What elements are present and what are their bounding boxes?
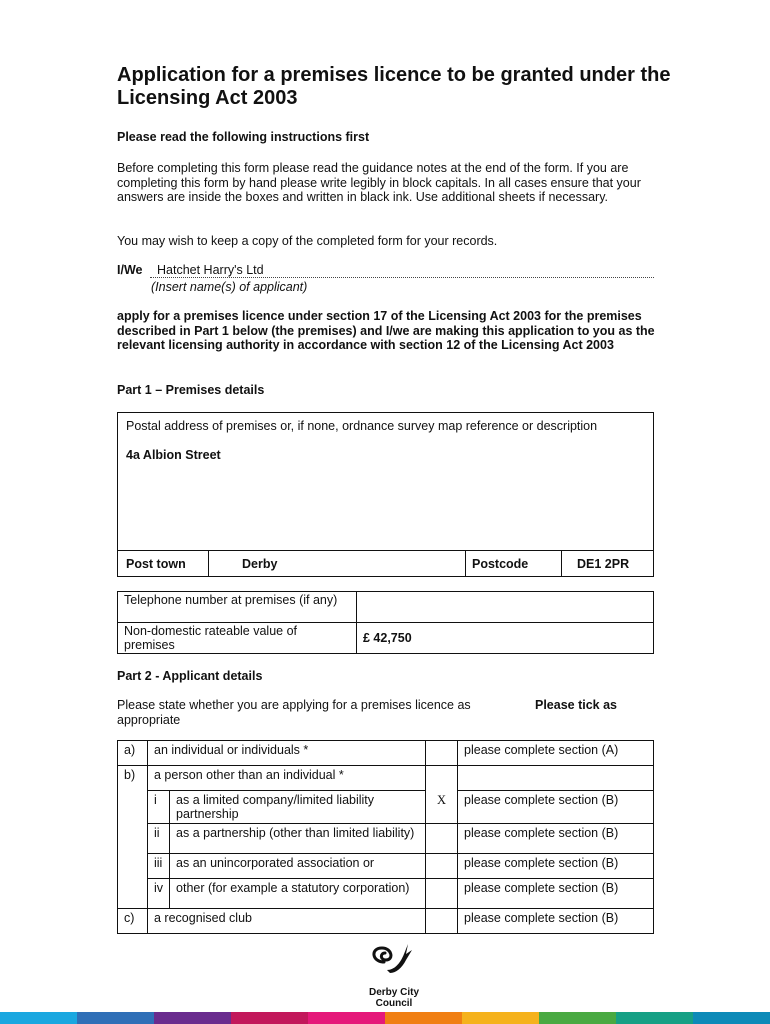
row-bi-tick[interactable]: X — [426, 791, 458, 824]
council-name: Derby City Council — [368, 987, 419, 1009]
row-b-tick-empty — [426, 766, 458, 791]
applicant-type-question — [117, 698, 507, 728]
row-biii-tick[interactable] — [426, 854, 458, 879]
row-a-action: please complete section (A) — [458, 741, 654, 766]
post-town-label: Post town — [118, 551, 209, 577]
row-bii-text: as a partnership (other than limited liability) — [170, 824, 426, 854]
page-title: Application for a premises licence to be granted under the Licensing Act 2003 — [117, 64, 671, 109]
telephone-field[interactable] — [357, 592, 654, 623]
row-a-text: an individual or individuals * — [148, 741, 426, 766]
stripe-segment — [77, 1012, 154, 1024]
row-c-letter: c) — [118, 909, 148, 934]
premises-info-table — [117, 591, 654, 654]
row-biv-text: other (for example a statutory corporation) — [170, 879, 426, 909]
row-bii-tick[interactable] — [426, 824, 458, 854]
postcode-field[interactable]: DE1 2PR — [577, 557, 630, 571]
part1-heading: Part 1 – Premises details — [117, 383, 265, 397]
applicant-note: (Insert name(s) of applicant) — [151, 280, 308, 294]
premises-address-field[interactable]: 4a Albion Street — [126, 448, 221, 462]
stripe-segment — [616, 1012, 693, 1024]
row-a-tick[interactable] — [426, 741, 458, 766]
post-town-field[interactable]: Derby — [209, 551, 466, 577]
row-b-letter: b) — [118, 766, 148, 791]
postcode-label: Postcode — [466, 551, 562, 577]
row-biv-num: iv — [148, 879, 170, 909]
postal-address-label: Postal address of premises or, if none, ordnance survey map reference or description — [126, 419, 598, 433]
row-bi-action: please complete section (B) — [458, 791, 654, 824]
post-town-row — [118, 550, 653, 577]
row-biii-action: please complete section (B) — [458, 854, 654, 879]
question-text: Please state whether you are applying for a premises licence as appropriate — [117, 698, 471, 727]
council-logo — [354, 940, 434, 1009]
row-bi-text: as a limited company/limited liability partnership — [170, 791, 426, 824]
records-note: You may wish to keep a copy of the completed form for your records. — [117, 234, 498, 248]
row-c-tick[interactable] — [426, 909, 458, 934]
footer-color-stripe — [0, 1012, 770, 1024]
instructions-paragraph: Before completing this form please read the guidance notes at the end of the form. If you are completing this form by hand please write legibly in block capitals. In all cases ensure that your answers are inside the boxes and written in black ink. Use additional sheets if necessary. — [117, 161, 641, 204]
row-bi-num: i — [148, 791, 170, 824]
applicant-name-field[interactable]: Hatchet Harry's Ltd — [157, 263, 264, 277]
ram-icon — [354, 940, 434, 980]
applicant-underline — [150, 277, 654, 278]
rateable-value-label: Non-domestic rateable value of premises — [118, 623, 357, 654]
row-c-action: please complete section (B) — [458, 909, 654, 934]
stripe-segment — [154, 1012, 231, 1024]
row-biv-action: please complete section (B) — [458, 879, 654, 909]
stripe-segment — [308, 1012, 385, 1024]
instructions-heading: Please read the following instructions first — [117, 130, 370, 144]
row-b-action-empty — [458, 766, 654, 791]
row-bii-num: ii — [148, 824, 170, 854]
applicant-type-table — [117, 740, 654, 934]
rateable-value-field[interactable]: £ 42,750 — [357, 623, 654, 654]
part2-heading: Part 2 - Applicant details — [117, 669, 263, 683]
stripe-segment — [693, 1012, 770, 1024]
row-biii-spacer — [118, 854, 148, 879]
applicant-label: I/We — [117, 263, 143, 277]
stripe-segment — [231, 1012, 308, 1024]
row-a-letter: a) — [118, 741, 148, 766]
tick-heading: Please tick as — [535, 698, 618, 712]
telephone-label: Telephone number at premises (if any) — [118, 592, 357, 623]
row-biii-text: as an unincorporated association or — [170, 854, 426, 879]
row-bii-action: please complete section (B) — [458, 824, 654, 854]
stripe-segment — [385, 1012, 462, 1024]
row-bii-spacer — [118, 824, 148, 854]
row-biv-spacer — [118, 879, 148, 909]
stripe-segment — [0, 1012, 77, 1024]
row-b-text: a person other than an individual * — [148, 766, 426, 791]
row-bi-spacer — [118, 791, 148, 824]
application-statement: apply for a premises licence under section 17 of the Licensing Act 2003 for the premises described in Part 1 below (the premises) and I/we are making this application to you as the relevant licensing authority in accordance with section 12 of the Licensing Act 2003 — [117, 309, 655, 352]
premises-address-box — [117, 412, 654, 577]
stripe-segment — [462, 1012, 539, 1024]
row-biii-num: iii — [148, 854, 170, 879]
stripe-segment — [539, 1012, 616, 1024]
row-c-text: a recognised club — [148, 909, 426, 934]
row-biv-tick[interactable] — [426, 879, 458, 909]
